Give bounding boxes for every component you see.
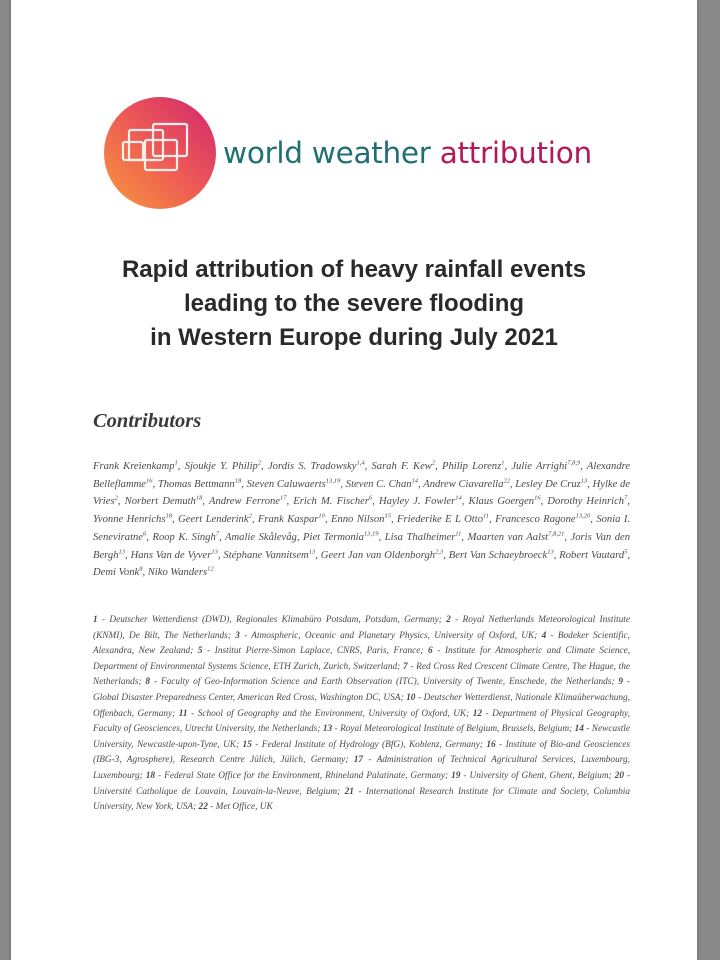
author-affiliation-ref: 13,20	[575, 512, 591, 520]
author-affiliation-ref: 18	[165, 512, 172, 520]
author-affiliation-ref: 8	[139, 565, 143, 573]
author-affiliation-ref: 12	[207, 565, 214, 573]
author-name: Amalie Skålevåg	[225, 531, 297, 543]
affiliation-text: Global Disaster Preparedness Center, American Red Cross, Washington DC, USA	[93, 692, 401, 703]
author-name: Friederike E L Otto	[397, 514, 483, 526]
author-name: Joris Van den Bergh	[93, 531, 631, 561]
affiliation-number: 18	[145, 770, 156, 781]
author-name: Hans Van de Vyver	[130, 549, 212, 561]
affiliation-text: Institute of Bio-and Geosciences (IBG-3, Agrosphere), Research Centre Jülich, Jülich, Germany	[93, 739, 630, 766]
affiliation-text: Institut Pierre-Simon Laplace, CNRS, Paris, France	[214, 646, 421, 657]
author-affiliation-ref: 13,19	[363, 530, 379, 538]
author-name: Frank Kaspar	[257, 514, 319, 526]
affiliation-text: Deutscher Wetterdienst, Nationale Klimaüberwachung, Offenbach, Germany	[93, 692, 630, 719]
author-affiliation-ref: 7,8,21	[548, 530, 565, 538]
author-name: Sjoukje Y. Philip	[184, 461, 258, 472]
affiliation-list: 1 - Deutscher Wetterdienst (DWD), Regionales Klimabüro Potsdam, Potsdam, Germany; 2 - Royal Netherlands Meteorological Institute (KNMI), De Bilt, The Netherlands; 3 - Atmospheric, Oceanic and Planetary Physics, University of Oxford, UK; 4 - Bodeker Scientific, Alexandra, New Zealand; 5 - Institut Pierre-Simon Laplace, CNRS, Paris, France; 6 - Institute for Atmospheric and Climate Science, Department of Environmental Systems Science, ETH Zurich, Zurich, Switzerland; 7 - Red Cross Red Crescent Climate Centre, The Hague, the Netherlands; 8 - Faculty of Geo-Information Science and Earth Observation (ITC), University of Twente, Enschede, the Netherlands; 9 - Global Disaster Preparedness Center, American Red Cross, Washington DC, USA; 10 - Deutscher Wetterdienst, Nationale Klimaüberwachung, Offenbach, Germany; 11 - School of Geography and the Environment, University of Oxford, UK; 12 - Department of Physical Geography, Faculty of Geosciences, Utrecht University, the Netherlands; 13 - Royal Meteorological Institute of Belgium, Brussels, Belgium; 14 - Newcastle University, Newcastle-upon-Tyne, UK; 15 - Federal Institute of Hydrology (BfG), Koblenz, Germany; 16 - Institute of Bio-and Geosciences (IBG-3, Agrosphere), Research Centre Jülich, Jülich, Germany; 17 - Administration of Technical Agricultural Services, Luxembourg, Luxembourg; 18 - Federal State Office for the Environment, Rhineland Palatinate, Germany; 19 - University of Ghent, Ghent, Belgium; 20 - Université Catholique de Louvain, Louvain-la-Neuve, Belgium; 21 - International Research Institute for Climate and Society, Columbia University, New York, USA; 22 - Met Office, UK	[93, 615, 631, 813]
author-name: Andrew Ferrone	[208, 496, 280, 508]
author-name: Erich M. Fischer	[293, 496, 369, 508]
author-affiliation-ref: 6	[368, 494, 373, 502]
author-name: Alexandre Belleflamme	[93, 461, 631, 490]
author-affiliation-ref: 16	[534, 494, 541, 502]
affiliation-text: Federal Institute of Hydrology (BfG), Koblenz, Germany	[261, 739, 480, 750]
author-name: Hayley J. Fowler	[379, 496, 456, 508]
author-list: Frank Kreienkamp$^1$, Sjoukje Y. Philip$^2$, Jordis S. Tradowsky$^{1,4}$, Sarah F. Kew$^2$, Philip Lorenz$^1$, Julie Arrighi$^{7,8,9}$, Alexandre Belleflamme$^{16}$, Thomas Bettmann$^{18}$, Steven Caluwaerts$^{13,19}$, Steven C. Chan$^{14}$, Andrew Ciavarella$^{22}$, Lesley De Cruz$^{13}$, Hylke de Vries$^2$, Norbert Demuth$^{18}$, Andrew Ferrone$^{17}$, Erich M. Fischer$^6$, Hayley J. Fowler$^{14}$, Klaus Goergen$^{16}$, Dorothy Heinrich$^7$, Yvonne Henrichs$^{18}$, Geert Lenderink$^2$, Frank Kaspar$^{10}$, Enno Nilson$^{15}$, Friederike E L Otto$^{11}$, Francesco Ragone$^{13,20}$, Sonia I. Seneviratne$^6$, Roop K. Singh$^7$, Amalie Skålevåg, Piet Termonia$^{13,19}$, Lisa Thalheimer$^{11}$, Maarten van Aalst$^{7,8,21}$, Joris Van den Bergh$^{13}$, Hans Van de Vyver$^{13}$, Stéphane Vannitsem$^{13}$, Geert Jan van Oldenborgh$^{2,3}$, Bert Van Schaeybroeck$^{13}$, Robert Vautard$^5$, Demi Vonk$^8$, Niko Wanders$^{12}$	[93, 459, 631, 579]
author-name: Demi Vonk	[93, 567, 140, 579]
author-affiliation-ref: 13	[580, 477, 588, 485]
author-name: Norbert Demuth	[124, 496, 196, 508]
author-name: Piet Termonia	[303, 531, 364, 543]
overlapping-squares-icon	[101, 94, 219, 212]
author-name: Francesco Ragone	[495, 514, 576, 526]
author-affiliation-ref: 2	[248, 512, 252, 520]
author-name: Philip Lorenz	[442, 461, 502, 472]
affiliation-number: 11	[178, 708, 188, 719]
author-name: Lisa Thalheimer	[384, 531, 456, 543]
affiliation-number: 12	[472, 708, 483, 719]
author-affiliation-ref: 5	[624, 547, 628, 555]
affiliation-text: Met Office, UK	[215, 802, 273, 813]
author-name: Jordis S. Tradowsky	[267, 461, 357, 472]
author-affiliation-ref: 13	[308, 547, 316, 555]
logo-text-primary: world weather	[223, 136, 431, 170]
affiliation-text: Department of Physical Geography, Faculty of Geosciences, Utrecht University, the Netherlands	[93, 708, 630, 735]
wwa-logo	[101, 94, 641, 212]
logo-wordmark	[223, 136, 592, 170]
author-affiliation-ref: 17	[280, 494, 287, 502]
author-affiliation-ref: 1	[174, 459, 178, 467]
affiliation-number: 17	[353, 755, 364, 766]
affiliation-number: 14	[574, 724, 584, 735]
author-affiliation-ref: 2	[431, 459, 436, 467]
affiliation-text: International Research Institute for Climate and Society, Columbia University, New York, USA	[93, 786, 631, 813]
author-name: Andrew Ciavarella	[423, 478, 504, 490]
author-affiliation-ref: 1,4	[356, 459, 365, 467]
author-affiliation-ref: 2,3	[435, 547, 444, 555]
author-affiliation-ref: 7,8,9	[567, 459, 581, 467]
affiliation-number: 7	[402, 661, 408, 672]
title-line: Rapid attribution of heavy rainfall events	[121, 256, 587, 283]
author-affiliation-ref: 2	[114, 494, 118, 502]
affiliation-number: 3	[235, 630, 240, 641]
author-affiliation-ref: 2	[257, 459, 262, 467]
affiliation-text: Institute for Atmospheric and Climate Science, Department of Environmental Systems Science, ETH Zurich, Zurich, Switzerland	[93, 646, 631, 672]
author-affiliation-ref: 7	[215, 530, 220, 538]
author-affiliation-ref: 18	[234, 477, 242, 485]
author-affiliation-ref: 13	[547, 547, 554, 555]
author-affiliation-ref: 11	[483, 512, 490, 520]
affiliation-text: School of Geography and the Environment, University of Oxford, UK	[197, 708, 467, 719]
author-name: Sonia I. Seneviratne	[93, 514, 631, 543]
affiliation-text: Federal State Office for the Environment, Rhineland Palatinate, Germany	[164, 770, 445, 781]
author-affiliation-ref: 6	[143, 530, 147, 538]
affiliation-text: Red Cross Red Crescent Climate Centre, The Hague, the Netherlands	[93, 661, 630, 688]
author-name: Frank Kreienkamp	[93, 461, 175, 472]
author-name: Niko Wanders	[147, 567, 208, 579]
affiliation-text: Administration of Technical Agricultural Services, Luxembourg, Luxembourg	[93, 755, 630, 781]
affiliation-text: Faculty of Geo-Information Science and Earth Observation (ITC), University of Twente, Enschede, the Netherlands	[160, 677, 612, 688]
author-name: Julie Arrighi	[511, 461, 568, 472]
affiliation-number: 5	[197, 646, 203, 657]
author-name: Enno Nilson	[330, 514, 385, 526]
author-name: Geert Jan van Oldenborgh	[320, 549, 436, 561]
author-affiliation-ref: 13	[118, 547, 125, 555]
affiliation-number: 10	[406, 692, 416, 703]
author-affiliation-ref: 10	[318, 512, 325, 520]
author-affiliation-ref: 13	[211, 547, 218, 555]
affiliation-text: Newcastle University, Newcastle-upon-Tyne, UK	[93, 724, 631, 750]
author-name: Stéphane Vannitsem	[223, 549, 309, 561]
affiliation-number: 9	[618, 677, 624, 688]
author-affiliation-ref: 13,19	[325, 477, 341, 485]
affiliation-text: Bodeker Scientific, Alexandra, New Zealand	[93, 630, 631, 657]
document-title	[51, 253, 657, 355]
author-name: Lesley De Cruz	[515, 478, 581, 490]
affiliation-number: 6	[428, 646, 433, 657]
author-affiliation-ref: 18	[195, 494, 203, 502]
author-name: Geert Lenderink	[178, 514, 249, 526]
author-name: Klaus Goergen	[468, 496, 535, 508]
contributors-heading: Contributors	[93, 410, 202, 432]
affiliation-number: 8	[145, 677, 151, 688]
affiliation-text: Atmospheric, Oceanic and Planetary Physics, University of Oxford, UK	[251, 630, 535, 641]
author-affiliation-ref: 7	[624, 494, 628, 502]
affiliation-number: 13	[322, 724, 333, 735]
affiliation-number: 2	[446, 615, 451, 625]
author-affiliation-ref: 1	[501, 459, 505, 467]
author-affiliation-ref: 22	[503, 477, 510, 485]
author-name: Hylke de Vries	[93, 478, 631, 508]
author-affiliation-ref: 14	[411, 477, 419, 485]
affiliation-number: 21	[344, 786, 354, 797]
affiliation-text: Deutscher Wetterdienst (DWD), Regionales Klimabüro Potsdam, Potsdam, Germany	[109, 615, 439, 625]
affiliation-number: 4	[541, 630, 547, 641]
affiliation-number: 1	[93, 615, 98, 625]
author-affiliation-ref: 15	[384, 512, 391, 520]
author-name: Yvonne Henrichs	[93, 514, 166, 526]
author-name: Bert Van Schaeybroeck	[448, 549, 548, 561]
author-name: Steven Caluwaerts	[246, 478, 326, 490]
author-name: Maarten van Aalst	[467, 531, 549, 543]
author-affiliation-ref: 11	[455, 530, 462, 538]
affiliation-number: 19	[451, 770, 461, 781]
affiliation-text: Royal Meteorological Institute of Belgium, Brussels, Belgium	[340, 724, 570, 735]
document-page	[11, 0, 697, 960]
affiliation-number: 20	[614, 770, 624, 781]
title-line: leading to the severe flooding	[183, 290, 525, 317]
affiliation-number: 16	[486, 739, 496, 750]
affiliation-text: Université Catholique de Louvain, Louvain-la-Neuve, Belgium	[93, 786, 338, 797]
affiliation-number: 22	[198, 802, 208, 813]
author-name: Thomas Bettmann	[157, 478, 235, 490]
author-name: Sarah F. Kew	[371, 461, 432, 472]
author-name: Robert Vautard	[559, 549, 625, 561]
author-name: Steven C. Chan	[345, 478, 412, 490]
logo-text-accent: attribution	[439, 136, 592, 170]
author-name: Dorothy Heinrich	[547, 496, 625, 508]
affiliation-number: 15	[242, 739, 252, 750]
author-affiliation-ref: 14	[455, 494, 462, 502]
author-name: Roop K. Singh	[152, 531, 216, 543]
affiliation-text: Royal Netherlands Meteorological Institute (KNMI), De Bilt, The Netherlands	[93, 615, 630, 641]
author-affiliation-ref: 16	[145, 477, 153, 485]
title-line: in Western Europe during July 2021	[150, 324, 558, 351]
affiliation-text: University of Ghent, Ghent, Belgium	[469, 770, 609, 781]
